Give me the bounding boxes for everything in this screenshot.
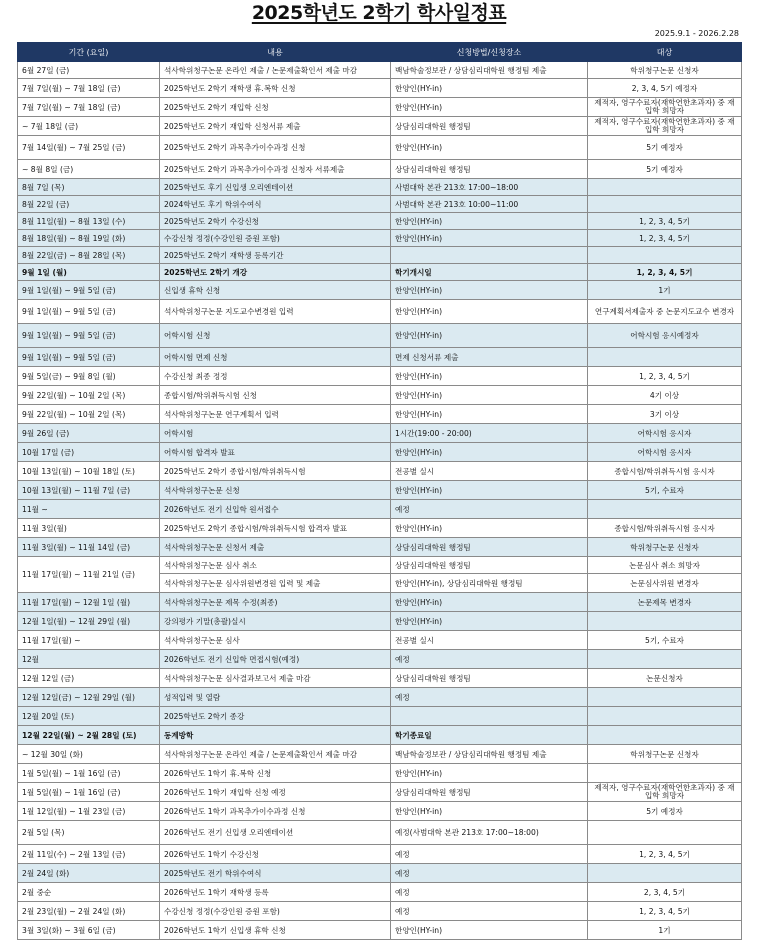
cell-period: 11월 17일(월) ~ (18, 631, 160, 650)
cell-target (588, 500, 742, 519)
cell-target (588, 348, 742, 367)
cell-method: 한양인(HY-in) (391, 324, 588, 348)
table-row (18, 845, 742, 864)
table-row (18, 481, 742, 500)
table-row (18, 631, 742, 650)
cell-target (588, 864, 742, 883)
cell-period: 1월 5일(월) ~ 1월 16일 (금) (18, 783, 160, 802)
cell-method (391, 707, 588, 726)
cell-content: 2025학년도 2학기 종합시험/학위취득시험 합격자 발표 (160, 519, 391, 538)
cell-target: 연구계획서제출자 중 논문지도교수 변경자 (588, 300, 742, 324)
table-row (18, 802, 742, 821)
cell-method: 상담심리대학원 행정팀 (391, 117, 588, 136)
cell-method: 한양인(HY-in) (391, 300, 588, 324)
table-row (18, 98, 742, 117)
cell-method: 예정 (391, 650, 588, 669)
cell-content: 2025학년도 2학기 재학생 휴.복학 신청 (160, 79, 391, 98)
cell-target (588, 688, 742, 707)
table-row (18, 264, 742, 281)
cell-method: 상담심리대학원 행정팀 (391, 783, 588, 802)
table-row (18, 669, 742, 688)
cell-target: 1, 2, 3, 4, 5기 (588, 902, 742, 921)
table-row (18, 462, 742, 481)
cell-content: 석사학위청구논문 심사위원변경원 입력 및 제출 (160, 574, 391, 593)
cell-period: 9월 26일 (금) (18, 424, 160, 443)
cell-content: 석사학위청구논문 연구계획서 입력 (160, 405, 391, 424)
cell-method: 상담심리대학원 행정팀 (391, 669, 588, 688)
cell-period: 6월 27일 (금) (18, 62, 160, 79)
cell-period: 10월 17일 (금) (18, 443, 160, 462)
schedule-table (17, 42, 742, 940)
table-row (18, 405, 742, 424)
table-row (18, 707, 742, 726)
cell-period: ~ 8월 8일 (금) (18, 160, 160, 179)
header-period: 기간 (요일) (18, 43, 160, 62)
cell-content: 2026학년도 1학기 재학생 등록 (160, 883, 391, 902)
cell-target (588, 179, 742, 196)
cell-method: 한양인(HY-in) (391, 79, 588, 98)
table-header-row (18, 43, 742, 62)
cell-target (588, 764, 742, 783)
cell-period: 8월 11일(월) ~ 8월 13일 (수) (18, 213, 160, 230)
cell-method: 사범대학 본관 213호 17:00~18:00 (391, 179, 588, 196)
table-row (18, 902, 742, 921)
cell-method: 면제 신청서류 제출 (391, 348, 588, 367)
cell-period: ~ 7월 18일 (금) (18, 117, 160, 136)
table-row (18, 230, 742, 247)
cell-method: 예정 (391, 864, 588, 883)
cell-content: 어학시험 (160, 424, 391, 443)
cell-period: 8월 7일 (목) (18, 179, 160, 196)
cell-content: 2025학년도 2학기 종강 (160, 707, 391, 726)
header-content: 내용 (160, 43, 391, 62)
table-row (18, 764, 742, 783)
cell-method: 한양인(HY-in) (391, 136, 588, 160)
cell-period: 9월 22일(월) ~ 10월 2일 (목) (18, 405, 160, 424)
cell-period: 1월 5일(월) ~ 1월 16일 (금) (18, 764, 160, 783)
cell-period: 10월 13일(월) ~ 10월 18일 (토) (18, 462, 160, 481)
cell-method: 한양인(HY-in) (391, 481, 588, 500)
cell-period: 9월 1일(월) ~ 9월 5일 (금) (18, 281, 160, 300)
cell-target: 어학시험 응시자 (588, 424, 742, 443)
cell-target: 1기 (588, 921, 742, 940)
cell-method: 한양인(HY-in) (391, 98, 588, 117)
cell-content: 석사학위청구논문 심사결과보고서 제출 마감 (160, 669, 391, 688)
cell-period: 11월 17일(월) ~ 11월 21일 (금) (18, 557, 160, 593)
cell-target: 2, 3, 4, 5기 (588, 883, 742, 902)
cell-target (588, 821, 742, 845)
table-row (18, 79, 742, 98)
table-row (18, 136, 742, 160)
table-row (18, 281, 742, 300)
table-row (18, 821, 742, 845)
cell-target: 학위청구논문 신청자 (588, 62, 742, 79)
cell-target: 4기 이상 (588, 386, 742, 405)
cell-period: 9월 1일 (월) (18, 264, 160, 281)
cell-content: 2024학년도 후기 학위수여식 (160, 196, 391, 213)
cell-target: 어학시험 응시자 (588, 443, 742, 462)
cell-period: 9월 22일(월) ~ 10월 2일 (목) (18, 386, 160, 405)
table-row (18, 921, 742, 940)
cell-target: 5기 예정자 (588, 160, 742, 179)
cell-target (588, 612, 742, 631)
cell-method: 한양인(HY-in) (391, 281, 588, 300)
table-row (18, 160, 742, 179)
cell-content: 2026학년도 1학기 재입학 신청 예정 (160, 783, 391, 802)
cell-period: 11월 ~ (18, 500, 160, 519)
cell-content: 2025학년도 2학기 과목추가이수과정 신청자 서류제출 (160, 160, 391, 179)
cell-target: 1, 2, 3, 4, 5기 (588, 213, 742, 230)
cell-target: 5기, 수료자 (588, 631, 742, 650)
cell-content: 어학시험 면제 신청 (160, 348, 391, 367)
cell-period: 12월 12일 (금) (18, 669, 160, 688)
cell-method: 예정 (391, 883, 588, 902)
cell-method: 학기종료일 (391, 726, 588, 745)
cell-content: 석사학위청구논문 심사 (160, 631, 391, 650)
table-row (18, 745, 742, 764)
cell-method: 한양인(HY-in) (391, 230, 588, 247)
table-row (18, 726, 742, 745)
cell-content: 2025학년도 전기 학위수여식 (160, 864, 391, 883)
cell-content: 석사학위청구논문 제목 수정(최종) (160, 593, 391, 612)
table-row (18, 424, 742, 443)
cell-content: 2025학년도 2학기 과목추가이수과정 신청 (160, 136, 391, 160)
cell-target: 어학시험 응시예정자 (588, 324, 742, 348)
cell-content: 2025학년도 2학기 종합시험/학위취득시험 (160, 462, 391, 481)
table-row (18, 612, 742, 631)
cell-period: ~ 12월 30일 (화) (18, 745, 160, 764)
cell-target (588, 650, 742, 669)
cell-content: 2026학년도 1학기 휴.복학 신청 (160, 764, 391, 783)
cell-period: 9월 5일(금) ~ 9월 8일 (월) (18, 367, 160, 386)
table-row (18, 213, 742, 230)
cell-target: 2, 3, 4, 5기 예정자 (588, 79, 742, 98)
table-row (18, 538, 742, 557)
table-row (18, 247, 742, 264)
cell-period: 11월 17일(월) ~ 12월 1일 (월) (18, 593, 160, 612)
cell-method: 백남학술정보관 / 상담심리대학원 행정팀 제출 (391, 62, 588, 79)
table-row (18, 783, 742, 802)
cell-content: 강의평가 기말(총괄)실시 (160, 612, 391, 631)
cell-content: 석사학위청구논문 지도교수변경원 입력 (160, 300, 391, 324)
cell-period: 7월 7일(월) ~ 7월 18일 (금) (18, 98, 160, 117)
cell-method: 상담심리대학원 행정팀 (391, 557, 588, 574)
cell-target: 논문신청자 (588, 669, 742, 688)
cell-period: 9월 1일(월) ~ 9월 5일 (금) (18, 324, 160, 348)
cell-method: 1시간(19:00 - 20:00) (391, 424, 588, 443)
cell-content: 어학시험 합격자 발표 (160, 443, 391, 462)
cell-target: 제적자, 영구수료자(재학연한초과자) 중 재입학 희망자 (588, 783, 742, 802)
cell-method: 예정 (391, 688, 588, 707)
cell-target: 논문제목 변경자 (588, 593, 742, 612)
cell-content: 석사학위청구논문 신청서 제출 (160, 538, 391, 557)
cell-content: 2025학년도 2학기 재입학 신청서류 제출 (160, 117, 391, 136)
cell-method: 한양인(HY-in) (391, 386, 588, 405)
table-row (18, 300, 742, 324)
header-target: 대상 (588, 43, 742, 62)
cell-period: 12월 (18, 650, 160, 669)
cell-period: 12월 12일(금) ~ 12월 29일 (월) (18, 688, 160, 707)
cell-content: 2026학년도 1학기 신입생 휴학 신청 (160, 921, 391, 940)
cell-period: 1월 12일(월) ~ 1월 23일 (금) (18, 802, 160, 821)
cell-target: 5기, 수료자 (588, 481, 742, 500)
cell-period: 2월 11일(수) ~ 2월 13일 (금) (18, 845, 160, 864)
cell-content: 성적입력 및 열람 (160, 688, 391, 707)
cell-period: 8월 22일 (금) (18, 196, 160, 213)
cell-target: 1, 2, 3, 4, 5기 (588, 367, 742, 386)
cell-target: 학위청구논문 신청자 (588, 538, 742, 557)
cell-target: 논문심사 취소 희망자 (588, 557, 742, 574)
table-row (18, 500, 742, 519)
cell-period: 10월 13일(월) ~ 11월 7일 (금) (18, 481, 160, 500)
cell-period: 7월 7일(월) ~ 7월 18일 (금) (18, 79, 160, 98)
cell-period: 9월 1일(월) ~ 9월 5일 (금) (18, 300, 160, 324)
cell-period: 3월 3일(화) ~ 3월 6일 (금) (18, 921, 160, 940)
cell-target: 5기 예정자 (588, 802, 742, 821)
table-row (18, 386, 742, 405)
table-row (18, 864, 742, 883)
cell-period: 9월 1일(월) ~ 9월 5일 (금) (18, 348, 160, 367)
table-row (18, 883, 742, 902)
cell-content: 2026학년도 전기 신입학 면접시험(예정) (160, 650, 391, 669)
cell-method: 예정 (391, 902, 588, 921)
cell-content: 2026학년도 전기 신입생 오리엔테이션 (160, 821, 391, 845)
cell-method: 한양인(HY-in) (391, 443, 588, 462)
cell-method: 한양인(HY-in) (391, 519, 588, 538)
table-row (18, 367, 742, 386)
cell-content: 석사학위청구논문 온라인 제출 / 논문제출확인서 제출 마감 (160, 745, 391, 764)
cell-method: 한양인(HY-in) (391, 367, 588, 386)
table-row (18, 650, 742, 669)
table-row (18, 688, 742, 707)
cell-content: 수강신청 정정(수강인원 증원 포함) (160, 902, 391, 921)
table-row (18, 557, 742, 574)
cell-target: 3기 이상 (588, 405, 742, 424)
table-row (18, 519, 742, 538)
cell-period: 2월 중순 (18, 883, 160, 902)
cell-method: 상담심리대학원 행정팀 (391, 160, 588, 179)
table-row (18, 179, 742, 196)
date-range: 2025.9.1 - 2026.2.28 (654, 29, 739, 38)
cell-content: 2026학년도 1학기 과목추가이수과정 신청 (160, 802, 391, 821)
cell-method: 한양인(HY-in) (391, 612, 588, 631)
cell-method: 백남학술정보관 / 상담심리대학원 행정팀 제출 (391, 745, 588, 764)
cell-content: 2025학년도 2학기 재학생 등록기간 (160, 247, 391, 264)
cell-period: 2월 23일(월) ~ 2월 24일 (화) (18, 902, 160, 921)
cell-target: 제적자, 영구수료자(재학연한초과자) 중 재입학 희망자 (588, 117, 742, 136)
table-row (18, 62, 742, 79)
cell-content: 2025학년도 2학기 재입학 신청 (160, 98, 391, 117)
cell-content: 신입생 휴학 신청 (160, 281, 391, 300)
cell-period: 12월 1일(월) ~ 12월 29일 (월) (18, 612, 160, 631)
cell-period: 11월 3일(월) ~ 11월 14일 (금) (18, 538, 160, 557)
cell-method: 한양인(HY-in) (391, 213, 588, 230)
cell-target (588, 726, 742, 745)
table-row (18, 117, 742, 136)
cell-target (588, 247, 742, 264)
cell-period: 2월 24일 (화) (18, 864, 160, 883)
cell-method: 상담심리대학원 행정팀 (391, 538, 588, 557)
cell-target: 종합시험/학위취득시험 응시자 (588, 519, 742, 538)
cell-content: 수강신청 최종 정정 (160, 367, 391, 386)
cell-content: 2025학년도 후기 신입생 오리엔테이션 (160, 179, 391, 196)
cell-method: 전공별 실시 (391, 631, 588, 650)
cell-method: 예정 (391, 845, 588, 864)
cell-method: 전공별 실시 (391, 462, 588, 481)
table-row (18, 593, 742, 612)
cell-method: 한양인(HY-in) (391, 921, 588, 940)
cell-target: 제적자, 영구수료자(재학연한초과자) 중 재입학 희망자 (588, 98, 742, 117)
cell-method: 한양인(HY-in) (391, 802, 588, 821)
cell-period: 8월 22일(금) ~ 8월 28일 (목) (18, 247, 160, 264)
cell-method: 사범대학 본관 213호 10:00~11:00 (391, 196, 588, 213)
cell-method: 한양인(HY-in), 상담심리대학원 행정팀 (391, 574, 588, 593)
cell-content: 2025학년도 2학기 수강신청 (160, 213, 391, 230)
cell-content: 어학시험 신청 (160, 324, 391, 348)
cell-target: 5기 예정자 (588, 136, 742, 160)
cell-content: 석사학위청구논문 신청 (160, 481, 391, 500)
table-row (18, 196, 742, 213)
cell-content: 2025학년도 2학기 개강 (160, 264, 391, 281)
cell-period: 11월 3일(월) (18, 519, 160, 538)
cell-target: 1, 2, 3, 4, 5기 (588, 230, 742, 247)
cell-target: 종합시험/학위취득시험 응시자 (588, 462, 742, 481)
cell-method: 학기개시일 (391, 264, 588, 281)
cell-target: 1, 2, 3, 4, 5기 (588, 845, 742, 864)
cell-period: 12월 22일(월) ~ 2월 28일 (토) (18, 726, 160, 745)
header-method: 신청방법/신청장소 (391, 43, 588, 62)
cell-period: 2월 5일 (목) (18, 821, 160, 845)
table-row (18, 443, 742, 462)
cell-period: 7월 14일(월) ~ 7월 25일 (금) (18, 136, 160, 160)
cell-period: 12월 20일 (토) (18, 707, 160, 726)
cell-period: 8월 18일(월) ~ 8월 19일 (화) (18, 230, 160, 247)
cell-content: 석사학위청구논문 심사 취소 (160, 557, 391, 574)
cell-method: 한양인(HY-in) (391, 764, 588, 783)
cell-method: 예정 (391, 500, 588, 519)
cell-method: 한양인(HY-in) (391, 593, 588, 612)
cell-target: 논문심사위원 변경자 (588, 574, 742, 593)
table-row (18, 324, 742, 348)
cell-content: 2026학년도 전기 신입학 원서접수 (160, 500, 391, 519)
cell-target: 1, 2, 3, 4, 5기 (588, 264, 742, 281)
cell-target: 1기 (588, 281, 742, 300)
cell-method: 한양인(HY-in) (391, 405, 588, 424)
cell-content: 석사학위청구논문 온라인 제출 / 논문제출확인서 제출 마감 (160, 62, 391, 79)
page-title: 2025학년도 2학기 학사일정표 (251, 2, 507, 24)
cell-target (588, 707, 742, 726)
table-row (18, 348, 742, 367)
cell-method (391, 247, 588, 264)
cell-content: 수강신청 정정(수강인원 증원 포함) (160, 230, 391, 247)
cell-content: 동계방학 (160, 726, 391, 745)
cell-target: 학위청구논문 신청자 (588, 745, 742, 764)
cell-content: 2026학년도 1학기 수강신청 (160, 845, 391, 864)
cell-content: 종합시험/학위취득시험 신청 (160, 386, 391, 405)
cell-method: 예정(사범대학 본관 213호 17:00~18:00) (391, 821, 588, 845)
cell-target (588, 196, 742, 213)
